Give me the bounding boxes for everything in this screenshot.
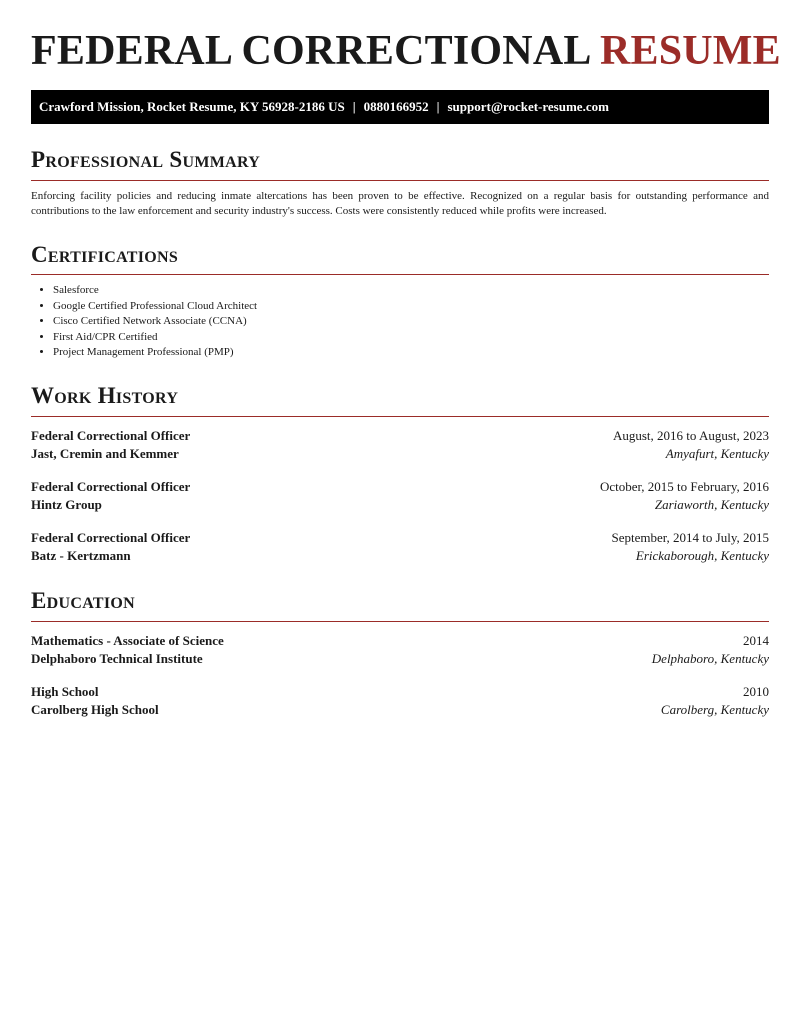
work-history-section	[31, 382, 769, 565]
job-dates: September, 2014 to July, 2015	[611, 530, 769, 545]
section-divider	[31, 621, 769, 622]
work-history-heading: Work History	[31, 383, 179, 409]
education-school: Carolberg High School	[31, 701, 159, 717]
education-degree: Mathematics - Associate of Science	[31, 632, 224, 648]
title-main: FEDERAL CORRECTIONAL	[31, 28, 590, 74]
education-year: 2014	[743, 632, 769, 648]
title-accent: RESUME	[599, 28, 781, 74]
contact-bar	[31, 90, 769, 124]
job-location: Erickaborough, Kentucky	[635, 548, 769, 563]
education-location: Carolberg, Kentucky	[660, 701, 769, 717]
contact-address: Crawford Mission, Rocket Resume, KY 56928-2186 US	[39, 99, 345, 115]
job-location: Zariaworth, Kentucky	[654, 497, 769, 512]
education-entry	[31, 683, 769, 719]
job-entry	[31, 427, 769, 463]
contact-phone: 0880166952	[363, 99, 429, 115]
summary-section	[31, 146, 769, 219]
job-entry	[31, 478, 769, 514]
education-school: Delphaboro Technical Institute	[31, 650, 203, 666]
certification-item: • Salesforce	[53, 283, 769, 298]
summary-text: Enforcing facility policies and reducing inmate altercations has been proven to be effective. Recognized on a regular basis for outstanding performance and contributions to the law enforcement and security industry's success. Costs were consistently reduced while profits were increased.	[31, 189, 769, 217]
job-title: Federal Correctional Officer	[31, 530, 191, 545]
certifications-list	[31, 283, 769, 360]
job-title: Federal Correctional Officer	[31, 428, 191, 443]
resume-title	[31, 28, 781, 74]
job-dates: October, 2015 to February, 2016	[599, 479, 769, 494]
job-company: Hintz Group	[31, 497, 102, 512]
education-section	[31, 587, 769, 719]
education-entry	[31, 632, 769, 668]
education-heading: Education	[31, 588, 135, 613]
certification-item: • Cisco Certified Network Associate (CCNA)	[53, 314, 769, 329]
certifications-section	[31, 241, 769, 361]
job-location: Amyafurt, Kentucky	[665, 446, 769, 461]
job-entry	[31, 529, 769, 565]
contact-email: support@rocket-resume.com	[447, 99, 609, 115]
certification-item: • Google Certified Professional Cloud Architect	[53, 299, 769, 314]
job-dates: August, 2016 to August, 2023	[612, 428, 769, 443]
job-company: Batz - Kertzmann	[31, 548, 131, 563]
contact-separator: |	[436, 99, 440, 115]
certification-item: • Project Management Professional (PMP)	[53, 345, 769, 360]
certifications-heading: Certifications	[31, 241, 179, 267]
education-year: 2010	[743, 683, 769, 699]
education-location: Delphaboro, Kentucky	[651, 650, 769, 666]
job-company: Jast, Cremin and Kemmer	[31, 446, 179, 461]
certification-item: • First Aid/CPR Certified	[53, 330, 769, 345]
section-divider	[31, 416, 769, 417]
education-degree: High School	[31, 683, 99, 699]
section-divider	[31, 274, 769, 275]
job-title: Federal Correctional Officer	[31, 479, 191, 494]
section-divider	[31, 180, 769, 181]
summary-heading: Professional Summary	[31, 147, 261, 173]
contact-separator: |	[352, 99, 356, 115]
